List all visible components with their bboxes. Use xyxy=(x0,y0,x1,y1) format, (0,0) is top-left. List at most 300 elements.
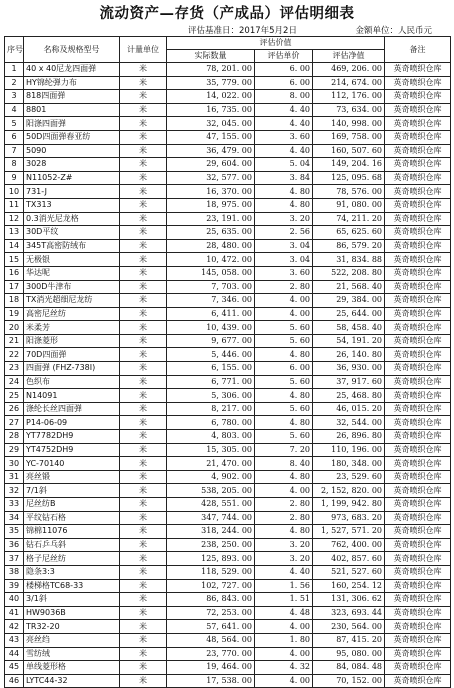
cell-name: 30D平纹 xyxy=(24,226,120,240)
cell-seq: 21 xyxy=(5,334,24,348)
table-body xyxy=(5,63,451,688)
table-row xyxy=(5,144,451,158)
cell-net: 46, 015. 20 xyxy=(313,402,385,416)
table-row xyxy=(5,430,451,444)
cell-unit: 米 xyxy=(120,266,167,280)
cell-unit: 米 xyxy=(120,457,167,471)
cell-net: 70, 152. 00 xyxy=(313,674,385,688)
cell-net: 323, 693. 44 xyxy=(313,606,385,620)
cell-qty: 17, 538. 00 xyxy=(167,674,255,688)
cell-price: 4. 00 xyxy=(255,647,313,661)
cell-unit: 米 xyxy=(120,212,167,226)
table-row xyxy=(5,470,451,484)
cell-qty: 16, 370. 00 xyxy=(167,185,255,199)
cell-name: 平纹钻石格 xyxy=(24,511,120,525)
cell-unit: 米 xyxy=(120,348,167,362)
cell-note: 英奇喷织仓库 xyxy=(385,307,451,321)
table-row xyxy=(5,552,451,566)
cell-note: 英奇喷织仓库 xyxy=(385,484,451,498)
cell-note: 英奇喷织仓库 xyxy=(385,579,451,593)
cell-unit: 米 xyxy=(120,470,167,484)
cell-seq: 24 xyxy=(5,375,24,389)
cell-seq: 40 xyxy=(5,593,24,607)
cell-note: 英奇喷织仓库 xyxy=(385,593,451,607)
cell-qty: 10, 472. 00 xyxy=(167,253,255,267)
cell-note: 英奇喷织仓库 xyxy=(385,647,451,661)
cell-name: YT4752DH9 xyxy=(24,443,120,457)
table-row xyxy=(5,633,451,647)
cell-qty: 125, 893. 00 xyxy=(167,552,255,566)
cell-seq: 18 xyxy=(5,294,24,308)
cell-price: 5. 60 xyxy=(255,321,313,335)
cell-seq: 43 xyxy=(5,633,24,647)
cell-unit: 米 xyxy=(120,674,167,688)
cell-unit: 米 xyxy=(120,117,167,131)
cell-name: 阳涤四面弹 xyxy=(24,117,120,131)
table-row xyxy=(5,158,451,172)
cell-name: 50D四面弹春亚纺 xyxy=(24,130,120,144)
cell-seq: 20 xyxy=(5,321,24,335)
cell-seq: 25 xyxy=(5,389,24,403)
cell-name: LYTC44-32 xyxy=(24,674,120,688)
cell-seq: 26 xyxy=(5,402,24,416)
cell-seq: 34 xyxy=(5,511,24,525)
cell-qty: 16, 735. 00 xyxy=(167,103,255,117)
cell-net: 522, 208. 80 xyxy=(313,266,385,280)
cell-price: 6. 00 xyxy=(255,63,313,77)
cell-price: 4. 40 xyxy=(255,117,313,131)
cell-price: 3. 84 xyxy=(255,171,313,185)
table-row xyxy=(5,226,451,240)
cell-name: 单线菱形格 xyxy=(24,661,120,675)
cell-qty: 6, 411. 00 xyxy=(167,307,255,321)
table-row xyxy=(5,198,451,212)
cell-net: 32, 544. 00 xyxy=(313,416,385,430)
cell-qty: 23, 191. 00 xyxy=(167,212,255,226)
cell-name: YC-70140 xyxy=(24,457,120,471)
valuation-date: 评估基准日：2017年5月2日 xyxy=(188,26,297,36)
cell-seq: 42 xyxy=(5,620,24,634)
cell-seq: 4 xyxy=(5,103,24,117)
cell-note: 英奇喷织仓库 xyxy=(385,130,451,144)
cell-note: 英奇喷织仓库 xyxy=(385,416,451,430)
cell-net: 91, 080. 00 xyxy=(313,198,385,212)
cell-note: 英奇喷织仓库 xyxy=(385,348,451,362)
cell-net: 402, 857. 60 xyxy=(313,552,385,566)
cell-qty: 145, 058. 00 xyxy=(167,266,255,280)
cell-seq: 14 xyxy=(5,239,24,253)
cell-seq: 39 xyxy=(5,579,24,593)
cell-price: 3. 60 xyxy=(255,266,313,280)
cell-qty: 8, 217. 00 xyxy=(167,402,255,416)
cell-seq: 5 xyxy=(5,117,24,131)
header-seq: 序号 xyxy=(5,37,24,63)
cell-net: 180, 348. 00 xyxy=(313,457,385,471)
cell-qty: 72, 253. 00 xyxy=(167,606,255,620)
cell-name: YT7782DH9 xyxy=(24,430,120,444)
cell-seq: 7 xyxy=(5,144,24,158)
cell-qty: 347, 744. 00 xyxy=(167,511,255,525)
table-row xyxy=(5,76,451,90)
table-row xyxy=(5,402,451,416)
cell-price: 5. 60 xyxy=(255,430,313,444)
cell-note: 英奇喷织仓库 xyxy=(385,76,451,90)
cell-name: 高密尼丝纺 xyxy=(24,307,120,321)
cell-qty: 7, 703. 00 xyxy=(167,280,255,294)
cell-name: 818四面弹 xyxy=(24,90,120,104)
cell-name: 345T高密防绒布 xyxy=(24,239,120,253)
table-row xyxy=(5,185,451,199)
cell-name: 3/1斜 xyxy=(24,593,120,607)
cell-unit: 米 xyxy=(120,185,167,199)
cell-price: 4. 48 xyxy=(255,606,313,620)
cell-price: 4. 80 xyxy=(255,389,313,403)
cell-note: 英奇喷织仓库 xyxy=(385,511,451,525)
cell-qty: 28, 480. 00 xyxy=(167,239,255,253)
cell-note: 英奇喷织仓库 xyxy=(385,457,451,471)
cell-unit: 米 xyxy=(120,362,167,376)
cell-note: 英奇喷织仓库 xyxy=(385,538,451,552)
cell-price: 5. 60 xyxy=(255,334,313,348)
table-row xyxy=(5,525,451,539)
cell-note: 英奇喷织仓库 xyxy=(385,661,451,675)
cell-price: 8. 40 xyxy=(255,457,313,471)
cell-net: 160, 507. 60 xyxy=(313,144,385,158)
cell-unit: 米 xyxy=(120,484,167,498)
cell-note: 英奇喷织仓库 xyxy=(385,226,451,240)
cell-qty: 18, 975. 00 xyxy=(167,198,255,212)
cell-price: 2. 80 xyxy=(255,498,313,512)
cell-net: 25, 644. 00 xyxy=(313,307,385,321)
cell-name: 亮丝锻 xyxy=(24,470,120,484)
cell-net: 54, 191. 20 xyxy=(313,334,385,348)
cell-name: 华达呢 xyxy=(24,266,120,280)
cell-seq: 11 xyxy=(5,198,24,212)
cell-qty: 21, 470. 00 xyxy=(167,457,255,471)
cell-seq: 12 xyxy=(5,212,24,226)
cell-price: 4. 00 xyxy=(255,307,313,321)
cell-price: 4. 80 xyxy=(255,416,313,430)
cell-seq: 41 xyxy=(5,606,24,620)
table-row xyxy=(5,253,451,267)
cell-unit: 米 xyxy=(120,239,167,253)
cell-seq: 15 xyxy=(5,253,24,267)
cell-qty: 6, 771. 00 xyxy=(167,375,255,389)
cell-name: 尼丝纺B xyxy=(24,498,120,512)
cell-note: 英奇喷织仓库 xyxy=(385,294,451,308)
table-row xyxy=(5,620,451,634)
cell-unit: 米 xyxy=(120,63,167,77)
cell-unit: 米 xyxy=(120,552,167,566)
cell-qty: 48, 564. 00 xyxy=(167,633,255,647)
cell-price: 5. 60 xyxy=(255,375,313,389)
cell-qty: 4, 803. 00 xyxy=(167,430,255,444)
cell-qty: 32, 577. 00 xyxy=(167,171,255,185)
cell-net: 37, 917. 60 xyxy=(313,375,385,389)
cell-name: 8801 xyxy=(24,103,120,117)
cell-note: 英奇喷织仓库 xyxy=(385,144,451,158)
cell-net: 125, 095. 68 xyxy=(313,171,385,185)
header-row-1 xyxy=(5,37,451,50)
table-row xyxy=(5,484,451,498)
cell-note: 英奇喷织仓库 xyxy=(385,63,451,77)
cell-net: 469, 206. 00 xyxy=(313,63,385,77)
cell-qty: 102, 727. 00 xyxy=(167,579,255,593)
cell-price: 4. 80 xyxy=(255,185,313,199)
cell-price: 1. 80 xyxy=(255,633,313,647)
cell-qty: 118, 529. 00 xyxy=(167,565,255,579)
cell-seq: 23 xyxy=(5,362,24,376)
cell-net: 110, 196. 00 xyxy=(313,443,385,457)
cell-qty: 6, 155. 00 xyxy=(167,362,255,376)
cell-name: 5090 xyxy=(24,144,120,158)
cell-note: 英奇喷织仓库 xyxy=(385,266,451,280)
cell-price: 3. 20 xyxy=(255,538,313,552)
cell-name: 格子尼丝纺 xyxy=(24,552,120,566)
cell-note: 英奇喷织仓库 xyxy=(385,552,451,566)
cell-unit: 米 xyxy=(120,280,167,294)
cell-seq: 1 xyxy=(5,63,24,77)
cell-seq: 45 xyxy=(5,661,24,675)
cell-note: 英奇喷织仓库 xyxy=(385,674,451,688)
header-note: 备注 xyxy=(385,37,451,63)
cell-price: 3. 20 xyxy=(255,552,313,566)
cell-net: 112, 176. 00 xyxy=(313,90,385,104)
cell-price: 5. 04 xyxy=(255,158,313,172)
cell-seq: 10 xyxy=(5,185,24,199)
cell-seq: 37 xyxy=(5,552,24,566)
cell-qty: 29, 604. 00 xyxy=(167,158,255,172)
table-row xyxy=(5,511,451,525)
cell-note: 英奇喷织仓库 xyxy=(385,525,451,539)
cell-name: TX313 xyxy=(24,198,120,212)
cell-seq: 27 xyxy=(5,416,24,430)
cell-unit: 米 xyxy=(120,579,167,593)
cell-seq: 13 xyxy=(5,226,24,240)
cell-note: 英奇喷织仓库 xyxy=(385,198,451,212)
cell-qty: 14, 022. 00 xyxy=(167,90,255,104)
cell-net: 29, 384. 00 xyxy=(313,294,385,308)
table-row xyxy=(5,498,451,512)
table-row xyxy=(5,674,451,688)
cell-net: 65, 625. 60 xyxy=(313,226,385,240)
cell-note: 英奇喷织仓库 xyxy=(385,117,451,131)
table-row xyxy=(5,579,451,593)
cell-net: 95, 080. 00 xyxy=(313,647,385,661)
table-row xyxy=(5,294,451,308)
cell-seq: 17 xyxy=(5,280,24,294)
cell-seq: 38 xyxy=(5,565,24,579)
cell-note: 英奇喷织仓库 xyxy=(385,239,451,253)
cell-seq: 22 xyxy=(5,348,24,362)
valuation-table xyxy=(4,36,451,688)
cell-net: 26, 896. 80 xyxy=(313,430,385,444)
cell-name: TR32-20 xyxy=(24,620,120,634)
cell-unit: 米 xyxy=(120,103,167,117)
cell-name: 钻石乒乓斜 xyxy=(24,538,120,552)
cell-name: 涤纶长丝四面弹 xyxy=(24,402,120,416)
table-row xyxy=(5,593,451,607)
table-row xyxy=(5,348,451,362)
cell-name: 亮丝绉 xyxy=(24,633,120,647)
cell-note: 英奇喷织仓库 xyxy=(385,606,451,620)
document-meta xyxy=(0,24,454,36)
cell-price: 4. 00 xyxy=(255,674,313,688)
cell-note: 英奇喷织仓库 xyxy=(385,375,451,389)
cell-name: HY锦纶弹力布 xyxy=(24,76,120,90)
cell-name: 隐条3:3 xyxy=(24,565,120,579)
cell-qty: 36, 479. 00 xyxy=(167,144,255,158)
cell-net: 23, 529. 60 xyxy=(313,470,385,484)
table-row xyxy=(5,171,451,185)
cell-seq: 30 xyxy=(5,457,24,471)
cell-qty: 57, 641. 00 xyxy=(167,620,255,634)
cell-name: 楼梯格TC68-33 xyxy=(24,579,120,593)
cell-seq: 44 xyxy=(5,647,24,661)
cell-seq: 33 xyxy=(5,498,24,512)
cell-price: 3. 60 xyxy=(255,130,313,144)
cell-seq: 6 xyxy=(5,130,24,144)
cell-net: 131, 306. 62 xyxy=(313,593,385,607)
cell-unit: 米 xyxy=(120,144,167,158)
cell-seq: 29 xyxy=(5,443,24,457)
cell-qty: 428, 551. 00 xyxy=(167,498,255,512)
cell-note: 英奇喷织仓库 xyxy=(385,334,451,348)
cell-unit: 米 xyxy=(120,565,167,579)
cell-qty: 47, 155. 00 xyxy=(167,130,255,144)
cell-qty: 238, 250. 00 xyxy=(167,538,255,552)
table-row xyxy=(5,416,451,430)
cell-name: 雪纺绒 xyxy=(24,647,120,661)
cell-net: 1, 527, 571. 20 xyxy=(313,525,385,539)
cell-unit: 米 xyxy=(120,538,167,552)
cell-note: 英奇喷织仓库 xyxy=(385,158,451,172)
cell-note: 英奇喷织仓库 xyxy=(385,280,451,294)
cell-unit: 米 xyxy=(120,661,167,675)
header-qty: 实际数量 xyxy=(167,50,255,63)
cell-unit: 米 xyxy=(120,443,167,457)
cell-name: 四面弹 (FHZ-738I) xyxy=(24,362,120,376)
cell-unit: 米 xyxy=(120,633,167,647)
table-row xyxy=(5,266,451,280)
cell-qty: 6, 780. 00 xyxy=(167,416,255,430)
cell-qty: 86, 843. 00 xyxy=(167,593,255,607)
cell-net: 31, 834. 88 xyxy=(313,253,385,267)
cell-price: 2. 56 xyxy=(255,226,313,240)
cell-unit: 米 xyxy=(120,198,167,212)
cell-qty: 7, 346. 00 xyxy=(167,294,255,308)
cell-unit: 米 xyxy=(120,321,167,335)
cell-note: 英奇喷织仓库 xyxy=(385,362,451,376)
cell-unit: 米 xyxy=(120,389,167,403)
header-price: 评估单价 xyxy=(255,50,313,63)
cell-price: 5. 60 xyxy=(255,402,313,416)
cell-qty: 5, 306. 00 xyxy=(167,389,255,403)
cell-net: 21, 568. 40 xyxy=(313,280,385,294)
cell-unit: 米 xyxy=(120,334,167,348)
currency-unit: 金额单位：人民币元 xyxy=(355,26,432,36)
cell-seq: 31 xyxy=(5,470,24,484)
cell-unit: 米 xyxy=(120,226,167,240)
table-row xyxy=(5,538,451,552)
cell-unit: 米 xyxy=(120,402,167,416)
cell-seq: 9 xyxy=(5,171,24,185)
cell-price: 3. 20 xyxy=(255,212,313,226)
cell-name: TX消光超细尼龙纺 xyxy=(24,294,120,308)
table-row xyxy=(5,375,451,389)
cell-qty: 9, 677. 00 xyxy=(167,334,255,348)
cell-net: 2, 152, 820. 00 xyxy=(313,484,385,498)
cell-name: 无极银 xyxy=(24,253,120,267)
cell-name: 锦棉11076 xyxy=(24,525,120,539)
cell-net: 140, 998. 00 xyxy=(313,117,385,131)
cell-net: 149, 204. 16 xyxy=(313,158,385,172)
cell-price: 4. 40 xyxy=(255,103,313,117)
table-row xyxy=(5,212,451,226)
document-title: 流动资产—存货（产成品）评估明细表 xyxy=(99,6,355,22)
table-row xyxy=(5,90,451,104)
cell-unit: 米 xyxy=(120,498,167,512)
cell-name: 731-J xyxy=(24,185,120,199)
cell-price: 4. 80 xyxy=(255,348,313,362)
cell-name: HW9036B xyxy=(24,606,120,620)
cell-name: 0.3消光尼龙格 xyxy=(24,212,120,226)
cell-qty: 35, 779. 00 xyxy=(167,76,255,90)
header-unit: 计量单位 xyxy=(120,37,167,63)
cell-unit: 米 xyxy=(120,130,167,144)
cell-seq: 28 xyxy=(5,430,24,444)
table-row xyxy=(5,661,451,675)
cell-unit: 米 xyxy=(120,416,167,430)
cell-net: 230, 564. 00 xyxy=(313,620,385,634)
cell-qty: 15, 305. 00 xyxy=(167,443,255,457)
table-row xyxy=(5,239,451,253)
cell-note: 英奇喷织仓库 xyxy=(385,498,451,512)
cell-net: 973, 683. 20 xyxy=(313,511,385,525)
cell-name: 70D四面弹 xyxy=(24,348,120,362)
cell-unit: 米 xyxy=(120,253,167,267)
cell-price: 8. 00 xyxy=(255,90,313,104)
cell-name: 3028 xyxy=(24,158,120,172)
table-row xyxy=(5,647,451,661)
cell-net: 1, 199, 942. 80 xyxy=(313,498,385,512)
cell-note: 英奇喷织仓库 xyxy=(385,185,451,199)
cell-unit: 米 xyxy=(120,606,167,620)
cell-qty: 32, 045. 00 xyxy=(167,117,255,131)
cell-price: 3. 04 xyxy=(255,239,313,253)
cell-name: P14-06-09 xyxy=(24,416,120,430)
cell-name: 米柔芳 xyxy=(24,321,120,335)
cell-net: 25, 468. 80 xyxy=(313,389,385,403)
cell-qty: 23, 770. 00 xyxy=(167,647,255,661)
cell-name: N14091 xyxy=(24,389,120,403)
cell-seq: 2 xyxy=(5,76,24,90)
cell-qty: 10, 439. 00 xyxy=(167,321,255,335)
cell-unit: 米 xyxy=(120,76,167,90)
cell-unit: 米 xyxy=(120,375,167,389)
cell-note: 英奇喷织仓库 xyxy=(385,470,451,484)
cell-name: 40 x 40尼龙四面弹 xyxy=(24,63,120,77)
cell-unit: 米 xyxy=(120,647,167,661)
cell-note: 英奇喷织仓库 xyxy=(385,321,451,335)
table-row xyxy=(5,606,451,620)
table-row xyxy=(5,280,451,294)
cell-price: 4. 40 xyxy=(255,565,313,579)
cell-qty: 78, 201. 00 xyxy=(167,63,255,77)
cell-price: 4. 00 xyxy=(255,620,313,634)
cell-note: 英奇喷织仓库 xyxy=(385,633,451,647)
cell-net: 86, 579. 20 xyxy=(313,239,385,253)
